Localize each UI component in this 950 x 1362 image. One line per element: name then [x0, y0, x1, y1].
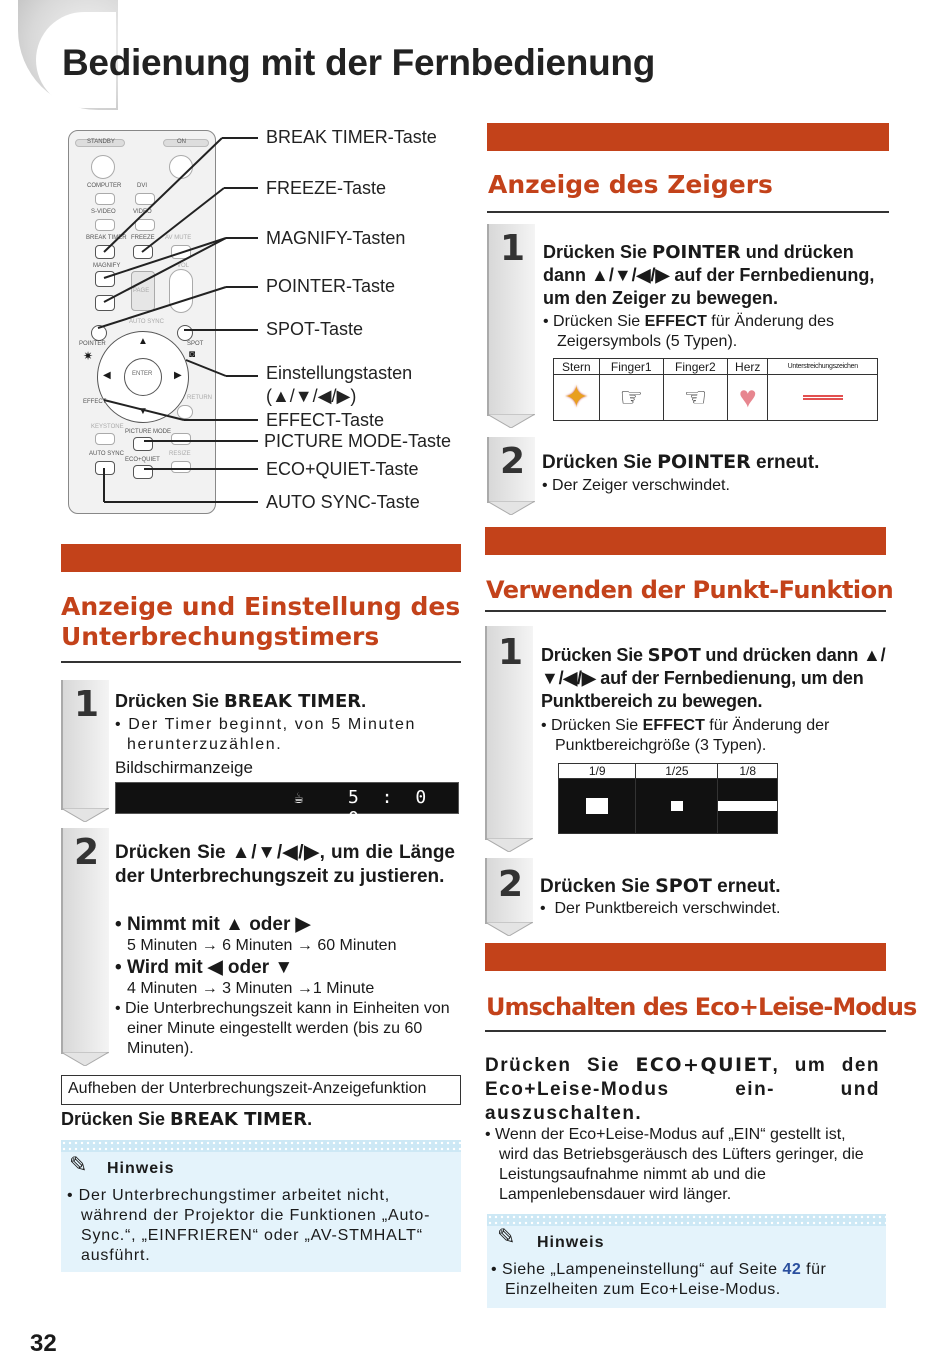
remote-label-pointer: POINTER [79, 341, 106, 347]
section-rule [485, 610, 886, 612]
underline-pointer-icon [803, 395, 843, 400]
left-arrow-icon: ◀ [103, 370, 111, 381]
bt-step1-heading: Drücken Sie BREAK TIMER. [115, 691, 367, 712]
type-label-stern: Stern [554, 359, 600, 375]
remote-label-keystone: KEYSTONE [91, 424, 124, 430]
spot-step1-bullet: • Drücken Sie EFFECT für Änderung der Punktbereichgröße (3 Typen). [541, 717, 830, 754]
pointer-star-icon: ✷ [83, 349, 94, 363]
section-bar-spot [485, 527, 886, 555]
bt-step2-bullet1: • Nimmt mit ▲ oder ▶ [115, 914, 311, 935]
section-rule [61, 661, 461, 663]
star-pointer-icon: ✦ [563, 381, 589, 414]
step-marker-arrow [61, 808, 109, 822]
key-pointer: POINTER [657, 451, 751, 473]
remote-label-return: RETURN [187, 395, 212, 401]
page-number: 32 [30, 1330, 57, 1357]
bt-step1-bullet: • Der Timer beginnt, von 5 Minuten herunterzuzählen. [115, 716, 417, 753]
callout-pointer: POINTER-Taste [266, 276, 396, 296]
remote-label-on: ON [177, 139, 186, 145]
key-eco-quiet: ECO+QUIET [635, 1054, 773, 1076]
finger1-pointer-icon: ☞ [619, 382, 643, 412]
section-title-pointer: Anzeige des Zeigers [488, 170, 773, 199]
callout-spot: SPOT-Taste [266, 319, 364, 339]
type-label-finger2: Finger2 [663, 359, 727, 375]
step-marker-arrow [487, 501, 535, 515]
remote-label-svideo: S-VIDEO [91, 209, 116, 215]
up-arrow-icon: ▲ [138, 336, 148, 347]
section-title-eco: Umschalten des Eco+Leise-Modus [486, 993, 917, 1021]
section-rule [485, 1030, 886, 1032]
finger2-pointer-icon: ☜ [683, 382, 708, 412]
remote-label-av-mute: AV MUTE [165, 235, 192, 241]
section-title-line2: Unterbrechungstimers [61, 622, 380, 651]
hint-text: • Der Unterbrechungstimer arbeitet nicht, während der Projektor die Funktionen „Auto-Sync.“, „EINFRIEREN“ oder „AV-STMHALT“ ausführt. [67, 1187, 431, 1264]
key-break-timer: BREAK TIMER [170, 1109, 308, 1130]
bt-step2-heading: Drücken Sie ▲/▼/◀/▶, um die Länge der Unterbrechungszeit zu justieren. [115, 842, 455, 887]
hint-box-eco [487, 1214, 886, 1308]
key-break-timer: BREAK TIMER [224, 691, 362, 712]
spot-preview-1-8 [718, 779, 778, 834]
timer-display [116, 783, 458, 829]
step-number: 1 [500, 228, 526, 269]
key-pointer: POINTER [652, 242, 741, 263]
type-label-herz: Herz [727, 359, 768, 375]
remote-label-enter: ENTER [132, 371, 153, 377]
callout-break-timer: BREAK TIMER-Taste [266, 127, 437, 147]
remote-label-auto-sync-small: AUTO SYNC [129, 319, 164, 325]
remote-label-video: VIDEO [133, 209, 152, 215]
down-arrow-icon: ▼ [138, 406, 148, 417]
cancel-instruction: Drücken Sie BREAK TIMER. [61, 1109, 313, 1130]
section-bar-break-timer [61, 544, 461, 572]
step-number: 2 [74, 832, 100, 873]
step-number: 1 [74, 684, 100, 725]
step-number: 1 [498, 632, 524, 673]
key-spot: SPOT [647, 645, 701, 666]
key-effect: EFFECT [642, 717, 705, 734]
section-title-line1: Anzeige und Einstellung des [61, 592, 461, 621]
spot-step1-heading: Drücken Sie SPOT und drücken dann ▲/▼/◀/▶ auf der Fernbedienung, um den Punktbereich zu bewegen. [541, 645, 886, 711]
remote-label-dvi: DVI [137, 183, 148, 189]
key-spot: SPOT [655, 875, 712, 897]
remote-label-resize: RESIZE [169, 451, 191, 457]
step-marker-arrow [485, 838, 533, 852]
type-label-finger1: Finger1 [599, 359, 663, 375]
bt-step2-bullet2: • Wird mit ◀ oder ▼ [115, 957, 294, 978]
pointer-step1-bullet: • Drücken Sie EFFECT für Änderung des Zeigersymbols (5 Typen). [543, 313, 835, 350]
remote-label-spot: SPOT [187, 341, 204, 347]
step-marker-arrow [485, 922, 533, 936]
spot-preview-1-9 [559, 779, 636, 834]
spot-step2-bullet: • Der Punktbereich verschwindet. [540, 900, 781, 917]
remote-label-effect: EFFECT [83, 399, 107, 405]
page-link[interactable]: 42 [782, 1261, 802, 1278]
hint-title: Hinweis [107, 1160, 175, 1177]
remote-label-picture-mode: PICTURE MODE [125, 429, 172, 435]
remote-label-freeze: FREEZE [131, 235, 155, 241]
remote-label-eco-quiet: ECO+QUIET [125, 457, 160, 463]
step-marker-arrow [487, 414, 535, 428]
spot-size-1-25: 1/25 [636, 764, 718, 779]
section-bar-pointer [487, 123, 889, 151]
pencil-icon: ✎ [497, 1224, 516, 1249]
bt-step2-seq2: 4 Minuten → 3 Minuten →1 Minute [127, 980, 375, 997]
pointer-step2-heading: Drücken Sie POINTER erneut. [542, 451, 820, 473]
screen-display-label: Bildschirmanzeige [115, 758, 253, 777]
right-arrow-icon: ▶ [174, 370, 182, 381]
section-title-spot: Verwenden der Punkt-Funktion [486, 576, 894, 604]
bt-step2-bullet3: • Die Unterbrechungszeit kann in Einheiten von einer Minute eingestellt werden (bis zu 60 Minuten). [115, 1000, 450, 1057]
step-number: 2 [498, 864, 524, 905]
spot-step2-heading: Drücken Sie SPOT erneut. [540, 875, 781, 897]
step-number: 2 [500, 441, 526, 482]
hint-box-break-timer [61, 1140, 461, 1272]
remote-label-page: PAGE [133, 288, 150, 294]
hint-text: • Siehe „Lampeneinstellung“ auf Seite 42 für Einzelheiten zum Eco+Leise-Modus. [491, 1261, 827, 1298]
section-bar-eco [485, 943, 886, 971]
cancel-box: Aufheben der Unterbrechungszeit-Anzeigefunktion [61, 1075, 461, 1105]
callout-adjust-keys: Einstellungstasten [266, 363, 413, 383]
pointer-step1-heading: Drücken Sie POINTER und drücken dann ▲/▼/◀/▶ auf der Fernbedienung, um den Zeiger zu bewegen. [543, 242, 875, 308]
spot-preview-1-25 [636, 779, 718, 834]
spot-size-1-9: 1/9 [559, 764, 636, 779]
remote-label-magnify: MAGNIFY [93, 263, 121, 269]
remote-label-vol: VOL [177, 263, 190, 269]
section-rule [487, 211, 889, 213]
remote-label-break-timer: BREAK TIMER [86, 235, 127, 241]
pointer-types-table [553, 358, 878, 421]
remote-label-standby: STANDBY [87, 139, 115, 145]
type-label-underline: Unterstreichungszeichen [768, 359, 878, 375]
eco-bullet: • Wenn der Eco+Leise-Modus auf „EIN“ gestellt ist, wird das Betriebsgeräusch des Lüfters geringer, die Leistungsaufnahme nimmt ab und die Lampenlebensdauer wird länger. [485, 1126, 864, 1203]
coffee-cup-icon: ☕ [294, 788, 304, 807]
eco-instruction: Drücken Sie ECO+QUIET, um den Eco+Leise-Modus ein- und auszuschalten. [485, 1054, 880, 1124]
remote-label-auto-sync: AUTO SYNC [89, 451, 124, 457]
pencil-icon: ✎ [69, 1152, 88, 1177]
timer-value: 5 : 0 0 [348, 787, 433, 829]
hint-title: Hinweis [537, 1234, 605, 1251]
callout-effect: EFFECT-Taste [266, 410, 385, 430]
remote-label-computer: COMPUTER [87, 183, 122, 189]
spot-size-1-8: 1/8 [718, 764, 778, 779]
callout-eco-quiet: ECO+QUIET-Taste [266, 459, 419, 479]
spot-sizes-table [558, 763, 778, 834]
callout-freeze: FREEZE-Taste [266, 178, 387, 198]
key-effect: EFFECT [644, 313, 707, 330]
callout-magnify: MAGNIFY-Tasten [266, 228, 406, 248]
page-title: Bedienung mit der Fernbedienung [62, 42, 655, 83]
callout-auto-sync: AUTO SYNC-Taste [266, 492, 420, 512]
spot-icon: ◙ [189, 349, 196, 360]
heart-pointer-icon: ♥ [738, 380, 757, 414]
callout-picture-mode: PICTURE MODE-Taste [264, 431, 452, 451]
pointer-step2-bullet: • Der Zeiger verschwindet. [542, 477, 730, 494]
step-marker-arrow [61, 1052, 109, 1066]
callout-adjust-arrows: (▲/▼/◀/▶) [266, 386, 357, 406]
section-title-break-timer [61, 592, 460, 652]
bt-step2-seq1: 5 Minuten → 6 Minuten → 60 Minuten [127, 937, 397, 954]
